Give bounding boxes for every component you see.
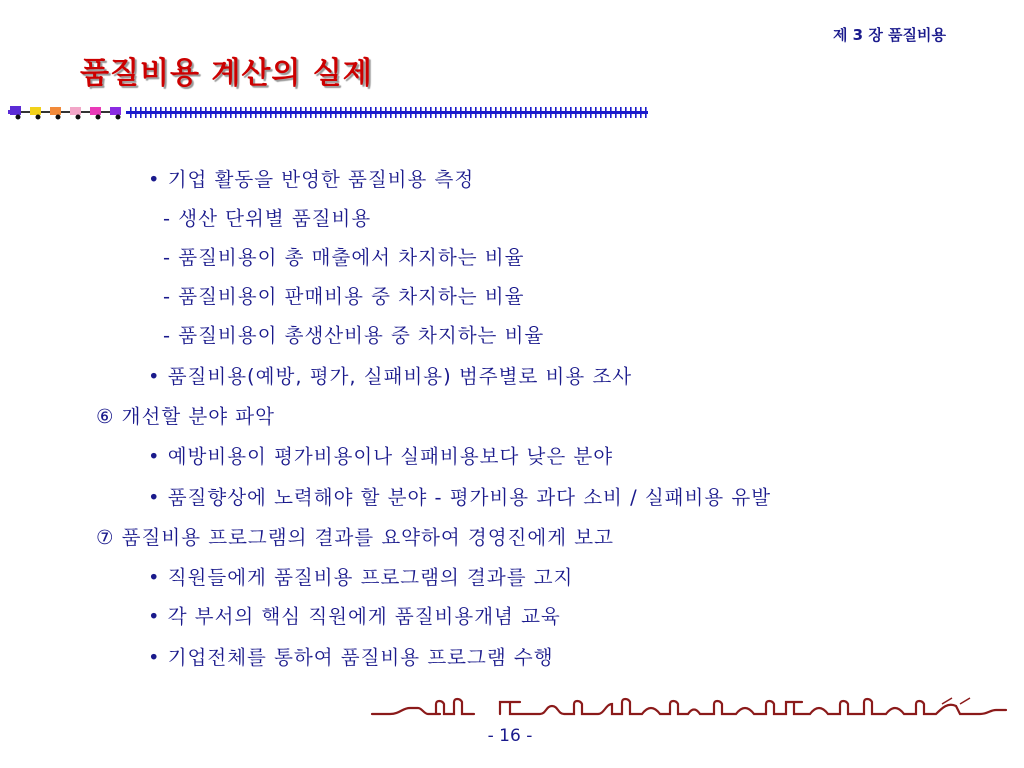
track-tie (305, 107, 307, 118)
list-item: ⑥ 개선할 분야 파악 (96, 405, 275, 428)
track-tie (175, 107, 177, 118)
track-tie (160, 107, 162, 118)
track-tie (420, 107, 422, 118)
track-tie (355, 107, 357, 118)
track-tie (475, 107, 477, 118)
track-tie (630, 107, 632, 118)
track-tie (600, 107, 602, 118)
track-tie (250, 107, 252, 118)
track-tie (375, 107, 377, 118)
track-tie (320, 107, 322, 118)
list-item: • 예방비용이 평가비용이나 실패비용보다 낮은 분야 (148, 445, 614, 468)
track-tie (455, 107, 457, 118)
track-tie (295, 107, 297, 118)
track-tie (400, 107, 402, 118)
track-tie (150, 107, 152, 118)
track-tie (260, 107, 262, 118)
track-tie (635, 107, 637, 118)
track-tie (520, 107, 522, 118)
track-tie (380, 107, 382, 118)
track-tie (350, 107, 352, 118)
track-tie (385, 107, 387, 118)
track-tie (430, 107, 432, 118)
track-tie (480, 107, 482, 118)
slide-title: 품질비용 계산의 실제 (80, 56, 373, 91)
track-tie (530, 107, 532, 118)
list-item: - 품질비용이 판매비용 중 차지하는 비율 (163, 285, 525, 308)
track-tie (580, 107, 582, 118)
list-item: - 생산 단위별 품질비용 (163, 207, 372, 230)
track-tie (365, 107, 367, 118)
list-item: • 품질향상에 노력해야 할 분야 - 평가비용 과다 소비 / 실패비용 유발 (148, 486, 772, 509)
track-tie (510, 107, 512, 118)
track-tie (440, 107, 442, 118)
track-tie (370, 107, 372, 118)
track-tie (565, 107, 567, 118)
track-tie (325, 107, 327, 118)
track-tie (230, 107, 232, 118)
track-tie (610, 107, 612, 118)
track-tie (640, 107, 642, 118)
track-tie (270, 107, 272, 118)
track-tie (235, 107, 237, 118)
track-tie (155, 107, 157, 118)
track-tie (205, 107, 207, 118)
track-tie (540, 107, 542, 118)
track-tie (170, 107, 172, 118)
track-tie (255, 107, 257, 118)
track-tie (425, 107, 427, 118)
list-item: - 품질비용이 총생산비용 중 차지하는 비율 (163, 324, 545, 347)
page-number-text: - 16 - (487, 726, 533, 746)
track-tie (390, 107, 392, 118)
track-tie (490, 107, 492, 118)
track-tie (245, 107, 247, 118)
track-tie (215, 107, 217, 118)
track-tie (415, 107, 417, 118)
train-cars-icon (8, 106, 121, 120)
decorative-script-line (372, 699, 1006, 714)
track-tie (340, 107, 342, 118)
track-tie (165, 107, 167, 118)
track-tie (555, 107, 557, 118)
track-tie (290, 107, 292, 118)
track-tie (335, 107, 337, 118)
track-tie (315, 107, 317, 118)
track-tie (185, 107, 187, 118)
track-tie (495, 107, 497, 118)
list-item: ⑦ 품질비용 프로그램의 결과를 요약하여 경영진에게 보고 (96, 526, 614, 549)
track-tie (200, 107, 202, 118)
title-decoration-bar (8, 100, 653, 124)
track-tie (310, 107, 312, 118)
footer-decoration (370, 694, 1010, 722)
track-tie (405, 107, 407, 118)
track-line (126, 107, 648, 118)
track-tie (450, 107, 452, 118)
track-tie (525, 107, 527, 118)
track-tie (460, 107, 462, 118)
track-tie (140, 107, 142, 118)
track-tie (485, 107, 487, 118)
track-tie (240, 107, 242, 118)
track-tie (135, 107, 137, 118)
track-tie (575, 107, 577, 118)
track-tie (145, 107, 147, 118)
track-tie (595, 107, 597, 118)
track-tie (590, 107, 592, 118)
track-tie (190, 107, 192, 118)
list-item: • 기업 활동을 반영한 품질비용 측정 (148, 168, 475, 191)
track-tie (130, 107, 132, 118)
list-item: • 직원들에게 품질비용 프로그램의 결과를 고지 (148, 566, 574, 589)
list-item: • 기업전체를 통하여 품질비용 프로그램 수행 (148, 646, 554, 669)
track-tie (625, 107, 627, 118)
list-item: • 품질비용(예방, 평가, 실패비용) 범주별로 비용 조사 (148, 365, 633, 388)
list-item: - 품질비용이 총 매출에서 차지하는 비율 (163, 246, 525, 269)
track-tie (545, 107, 547, 118)
track-tie (620, 107, 622, 118)
track-tie (500, 107, 502, 118)
track-tie (605, 107, 607, 118)
track-tie (470, 107, 472, 118)
track-tie (585, 107, 587, 118)
chapter-label: 제 3 장 품질비용 (832, 26, 946, 44)
track-tie (535, 107, 537, 118)
track-tie (410, 107, 412, 118)
track-tie (280, 107, 282, 118)
track-tie (330, 107, 332, 118)
track-tie (645, 107, 647, 118)
list-item: • 각 부서의 핵심 직원에게 품질비용개념 교육 (148, 605, 561, 628)
track-tie (435, 107, 437, 118)
track-tie (445, 107, 447, 118)
track-tie (560, 107, 562, 118)
track-tie (505, 107, 507, 118)
track-tie (225, 107, 227, 118)
track-tie (195, 107, 197, 118)
track-tie (465, 107, 467, 118)
track-tie (550, 107, 552, 118)
track-tie (360, 107, 362, 118)
track-tie (515, 107, 517, 118)
track-tie (180, 107, 182, 118)
track-tie (345, 107, 347, 118)
page-number (0, 726, 1024, 746)
track-tie (265, 107, 267, 118)
track-tie (570, 107, 572, 118)
track-tie (285, 107, 287, 118)
track-tie (210, 107, 212, 118)
track-tie (395, 107, 397, 118)
track-tie (300, 107, 302, 118)
track-tie (275, 107, 277, 118)
track-tie (615, 107, 617, 118)
track-tie (220, 107, 222, 118)
